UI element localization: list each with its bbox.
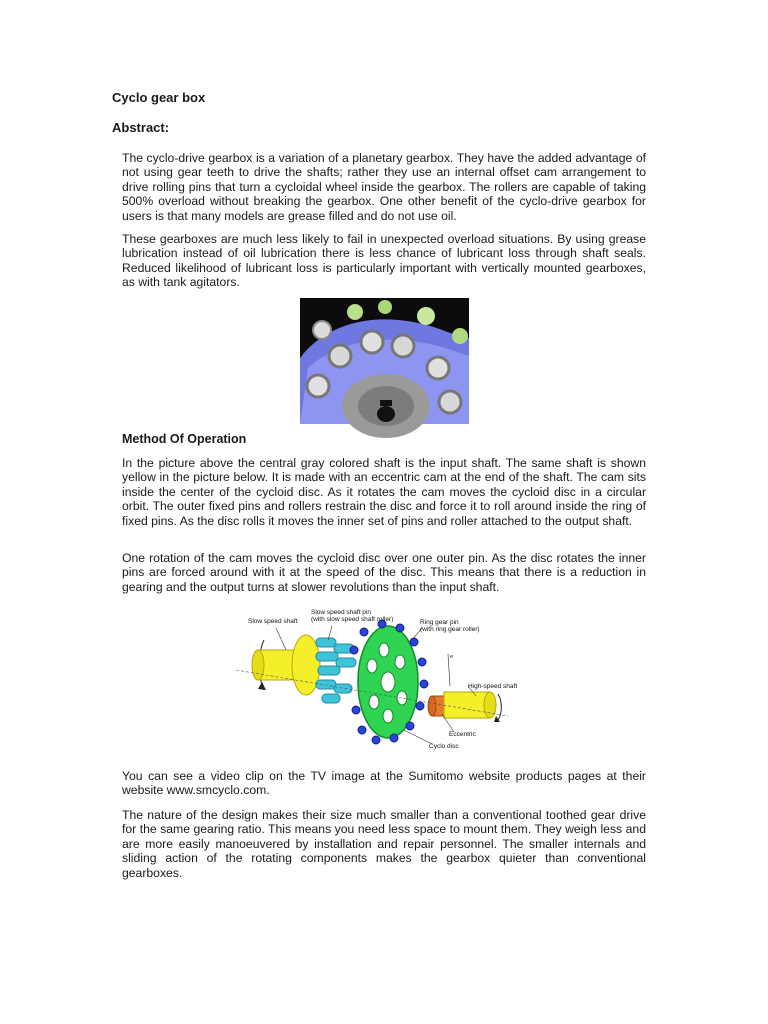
design-paragraph: The nature of the design makes their size much smaller than a conventional toothed gear drive for the same gearing ratio. This means you need less space to mount them. They weigh less and are more easily manoeuvered by installation and repair personnel. The smaller internals and sliding action of the rotating components makes the gearbox quieter than conventional gearboxes. bbox=[122, 808, 646, 880]
document-title: Cyclo gear box bbox=[112, 90, 206, 105]
diagram-label-high-shaft: High-speed shaft bbox=[468, 683, 518, 690]
method-heading: Method Of Operation bbox=[122, 432, 247, 446]
abstract-paragraph-2: These gearboxes are much less likely to fail in unexpected overload situations. By using grease lubrication instead of oil lubrication there is less chance of lubricant loss through shaft seals. Reduced likelihood of lubricant loss is particularly important with vertically mounted gearboxes, as with tank agitators. bbox=[122, 232, 646, 290]
video-paragraph: You can see a video clip on the TV image at the Sumitomo website products pages at their website www.smcyclo.com. bbox=[122, 769, 646, 798]
abstract-paragraph-1: The cyclo-drive gearbox is a variation of a planetary gearbox. They have the added advantage of not using gear teeth to drive the shafts; rather they use an internal offset cam arrangement to drive rolling pins that turn a cycloidal wheel inside the gearbox. The rollers are capable of taking 500% overload without breaking the gearbox. One other benefit of the cyclo-drive gearbox for users is that many models are grease filled and do not use oil. bbox=[122, 151, 646, 223]
gearbox-photo bbox=[300, 298, 469, 424]
diagram-label-ring-pin: Ring gear pin bbox=[420, 619, 459, 626]
diagram-label-slow-shaft: Slow speed shaft bbox=[248, 618, 298, 625]
diagram-label-slow-pin: Slow speed shaft pin bbox=[311, 609, 371, 616]
cyclo-drive-diagram bbox=[236, 606, 518, 758]
diagram-label-ring-pin-detail: (with ring gear roller) bbox=[420, 626, 480, 633]
abstract-heading: Abstract: bbox=[112, 120, 170, 135]
method-paragraph-2: One rotation of the cam moves the cycloid disc over one outer pin. As the disc rotates the inner pins are forced around with it at the speed of the disc. This means that there is a reduction in gearing and the output turns at slower revolutions than the input shaft. bbox=[122, 551, 646, 594]
diagram-label-e: e bbox=[450, 654, 454, 660]
diagram-label-eccentric: Eccentric bbox=[449, 731, 476, 738]
diagram-label-cyclo-disc: Cyclo disc bbox=[429, 743, 459, 750]
diagram-label-slow-pin-detail: (with slow speed shaft roller) bbox=[311, 616, 394, 623]
method-paragraph-1: In the picture above the central gray colored shaft is the input shaft. The same shaft is shown yellow in the picture below. It is made with an eccentric cam at the end of the shaft. The cam sits inside the center of the cycloid disc. As it rotates the cam moves the cycloid disc in a circular orbit. The outer fixed pins and rollers restrain the disc and force it to roll around inside the ring of fixed pins. As the disc rolls it moves the inner set of pins and roller attached to the output shaft. bbox=[122, 456, 646, 528]
